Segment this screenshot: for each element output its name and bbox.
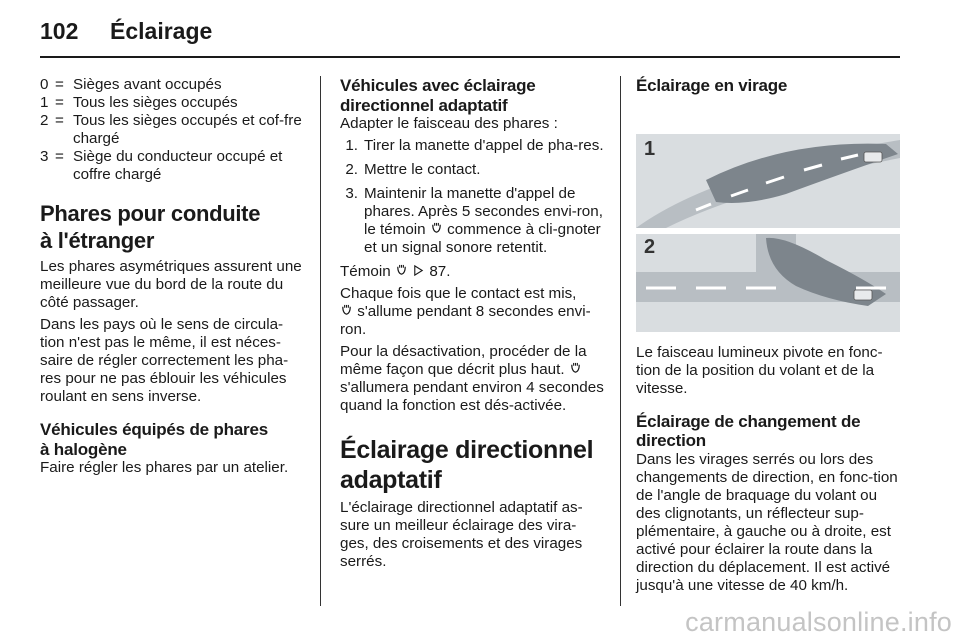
column-divider [620,76,621,606]
legend-item: 1 = Tous les sièges occupés [40,94,238,111]
page-number: 102 [40,18,79,44]
page-reference-icon[interactable] [412,264,425,277]
heading-turn-lighting: Éclairage de changement de direction [636,411,861,450]
afl-headlight-icon [569,362,582,375]
page-header [40,18,212,48]
header-rule [40,56,900,58]
heading-halogen: Véhicules équipés de phares à halogène [40,420,268,459]
paragraph: Dans les virages serrés ou lors des changements de direction, en fonc-tion de l'angle de braquage du volant ou des clignotants, un réflecteur sup-plémentaire, à gauche ou à droite, est activé pour éclairer la route dans la direction du déplacement. Il est activé jusqu'à une vitesse de 40 km/h. [636,450,898,594]
afl-headlight-icon [395,264,408,277]
steps-list [340,137,604,257]
column-3 [636,76,900,599]
paragraph: Pour la désactivation, procéder de la même façon que décrit plus haut. s'allumera pendant environ 4 secondes quand la fonction est dés-activée. [340,343,604,414]
list-item: 3. Maintenir la manette d'appel de phares. Après 5 secondes envi-ron, le témoin commence à cli-gnoter et un signal sonore retentit. [345,185,603,256]
curve-lighting-illustration [636,110,900,332]
figure-label: 1 [644,137,656,160]
paragraph: Les phares asymétriques assurent une meilleure vue du bord de la route du côté passager. [40,258,302,311]
paragraph: L'éclairage directionnel adaptatif as-sure un meilleur éclairage des vira-ges, des croisements et des virages serrés. [340,499,583,570]
page-reference-link[interactable]: 87. [429,263,451,280]
car-icon [864,152,882,162]
heading-adaptive-lighting: Éclairage directionnel adaptatif [340,436,594,494]
legend-item: 0 = Sièges avant occupés [40,76,222,93]
paragraph-temoin: Témoin 87. [340,263,451,280]
list-item: 2. Mettre le contact. [345,161,481,178]
legend-item: 2 = Tous les sièges occupés et cof-fre chargé [40,112,302,147]
watermark: carmanualsonline.info [685,607,952,637]
paragraph: Le faisceau lumineux pivote en fonc-tion de la position du volant et de la vitesse. [636,343,883,397]
column-divider [320,76,321,606]
heading-curve-lighting: Éclairage en virage [636,76,788,95]
figure-label: 2 [644,235,656,258]
paragraph: Chaque fois que le contact est mis, s'allume pendant 8 secondes envi-ron. [340,285,591,338]
column-1 [40,76,304,481]
paragraph: Faire régler les phares par un atelier. [40,459,289,476]
list-item: 1. Tirer la manette d'appel de pha-res. [345,137,604,154]
page-title: Éclairage [110,18,213,44]
afl-headlight-icon [340,304,353,317]
curve-lighting-figure [636,110,900,332]
heading-foreign-driving: Phares pour conduite à l'étranger [40,201,261,253]
heading-afl-vehicles: Véhicules avec éclairage directionnel adaptatif [340,76,536,115]
seat-legend [40,76,304,184]
afl-headlight-icon [430,222,443,235]
car-icon [854,290,872,300]
paragraph: Adapter le faisceau des phares : [340,115,558,132]
legend-item: 3 = Siège du conducteur occupé et coffre chargé [40,148,283,183]
column-2 [340,76,604,575]
paragraph: Dans les pays où le sens de circula-tion n'est pas le même, il est néces-saire de régler correctement les pha-res pour ne pas éblouir les véhicules roulant en sens inverse. [40,316,289,405]
